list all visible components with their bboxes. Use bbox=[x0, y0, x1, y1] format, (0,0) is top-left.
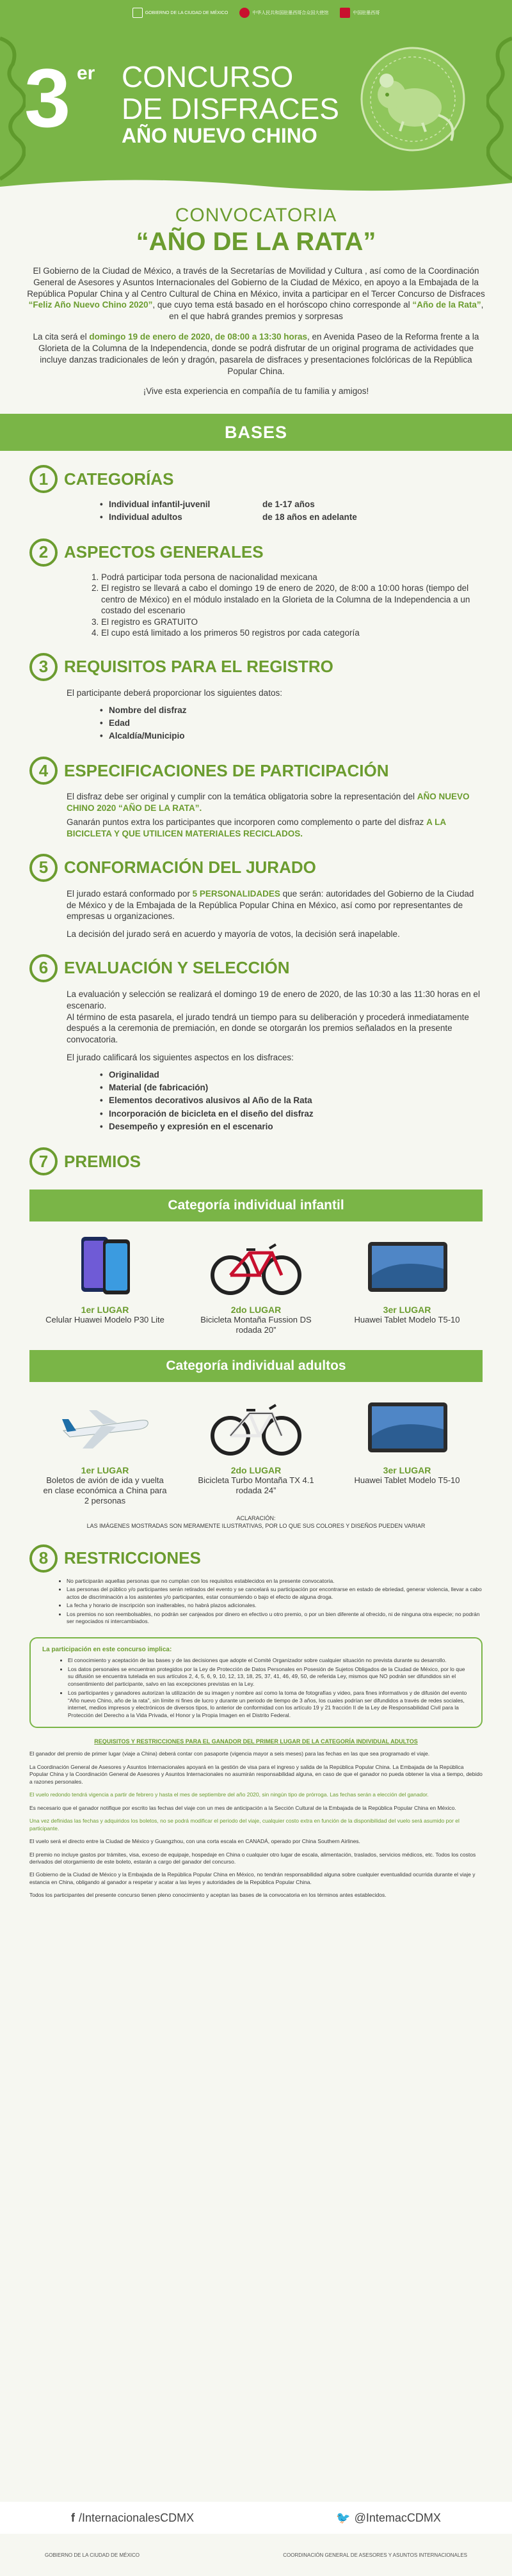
prizes-adultos bbox=[29, 1391, 483, 1507]
paragraph: El Gobierno de la Ciudad de México y la Embajada de la República Popular China en México, no tendrán responsabilidad alguna sobre cualquier eventualidad ocurrida durante el viaje y estancia en China, obligando al ganador a respetar y acatar a las leyes y autoridades de la República Popular China. bbox=[29, 1871, 476, 1885]
footer bbox=[0, 2534, 512, 2576]
prize-card: 1er LUGAR Celular Huawei Modelo P30 Lite bbox=[41, 1230, 169, 1336]
twitter-icon: 🐦 bbox=[336, 2511, 351, 2524]
prize-card: 1er LUGAR Boletos de avión de ida y vuelta en clase económica a China para 2 personas bbox=[41, 1391, 169, 1507]
section-title: ESPECIFICACIONES DE PARTICIPACIÓN bbox=[64, 760, 389, 780]
eval-paragraph-2: Al término de esta pasarela, el jurado tendrá un tiempo para su deliberación y procederá inmediatamente después a la ceremonia de premiación, en donde se otorgarán los premios señalados en la presente convocatoria. bbox=[67, 1012, 469, 1045]
participation-list bbox=[42, 1657, 470, 1720]
section-header bbox=[29, 757, 483, 785]
section-title: RESTRICCIONES bbox=[64, 1548, 201, 1568]
list-item: 3. El registro es GRATUITO bbox=[101, 617, 483, 628]
section-number: 3 bbox=[29, 653, 58, 681]
banner-wave bbox=[0, 174, 512, 192]
section-title: ASPECTOS GENERALES bbox=[64, 542, 264, 562]
header-banner bbox=[0, 0, 512, 192]
section-header bbox=[29, 538, 483, 567]
cloud-ornament-left bbox=[0, 26, 26, 192]
list-item: 2. El registro se llevará a cabo el domingo 19 de enero de 2020, de 8:00 a 10:00 horas (tiempo del centro de México) en el módulo instalado en la Glorieta de la Columna de la Independencia a un costado del escenario bbox=[101, 583, 483, 617]
convocatoria-title: “AÑO DE LA RATA” bbox=[136, 228, 376, 256]
list-item: • Originalidad bbox=[109, 1069, 483, 1081]
eval-paragraph-1: La evaluación y selección se realizará el domingo 19 de enero de 2020, de las 10:30 a las 11:30 horas en el escenario. bbox=[67, 989, 480, 1010]
logo-bar bbox=[0, 0, 512, 26]
section-number: 4 bbox=[29, 757, 58, 785]
cultural-center-logo: 中国驻墨西哥 bbox=[340, 8, 380, 18]
section-title: REQUISITOS PARA EL REGISTRO bbox=[64, 657, 333, 677]
prize-card: 3er LUGAR Huawei Tablet Modelo T5-10 bbox=[343, 1391, 471, 1507]
list-item: • Individual adultos de 18 años en adelante bbox=[109, 511, 483, 524]
section-header bbox=[29, 465, 483, 493]
list-item: • La fecha y horario de inscripción son inalterables, no habrá plazos adicionales. bbox=[67, 1602, 483, 1609]
list-item: • Los datos personales se encuentran protegidos por la Ley de Protección de Datos Personales en Posesión de Sujetos Obligados de la Ciudad de México, por lo que su difusión se encuentra tutelada en sus artículos 2, 4, 5, 6, 9, 10, 12, 13, 18, 25, 37, 41, 46, 49, 50, de referida Ley, mismos que NO podrán ser difundidos sin el consentimiento del participante, salvo en las excepciones previstas en la Ley. bbox=[68, 1666, 470, 1688]
facebook-icon: f bbox=[71, 2511, 76, 2524]
cdmx-logo: GOBIERNO DE LA CIUDAD DE MÉXICO bbox=[132, 8, 228, 18]
rat-illustration bbox=[358, 45, 467, 153]
phone-image bbox=[41, 1230, 169, 1301]
section-header bbox=[29, 653, 483, 681]
section-header bbox=[29, 1544, 483, 1573]
footer-cdmx-logo: GOBIERNO DE LA CIUDAD DE MÉXICO bbox=[45, 2552, 140, 2558]
section-header bbox=[29, 1147, 483, 1175]
paragraph: El vuelo redondo tendrá vigencia a partir de febrero y hasta el mes de septiembre del año 2020, sin ningún tipo de prórroga. Las fechas serán a elección del ganador. bbox=[29, 1791, 429, 1798]
prize-card: 2do LUGAR Bicicleta Montaña Fussion DS rodada 20” bbox=[192, 1230, 320, 1336]
convocatoria-label: CONVOCATORIA bbox=[175, 205, 337, 226]
paragraph: El vuelo será el directo entre la Ciudad de México y Guangzhou, con una corta escala en CANADÁ, operado por China Southern Airlines. bbox=[29, 1838, 360, 1845]
section-number: 5 bbox=[29, 854, 58, 882]
cdmx-logo-icon bbox=[132, 8, 143, 18]
cultural-center-icon bbox=[340, 8, 350, 18]
banner-title: CONCURSO DE DISFRACES AÑO NUEVO CHINO bbox=[122, 60, 339, 148]
embassy-logo: 中华人民共和国驻墨西哥合众国大使馆 bbox=[239, 8, 328, 18]
paragraph: El premio no incluye gastos por trámites, visa, exceso de equipaje, hospedaje en China o cualquier otro lugar de escala, alimentación, traslados, servicios médicos, etc. Todos los costos derivados del otorgamiento de este boleto, estarán a cargo del ganador del concurso. bbox=[29, 1851, 476, 1865]
section-header bbox=[29, 954, 483, 982]
list-item: • Los premios no son reembolsables, no podrán ser canjeados por dinero en efectivo u otro premio, o por un bien diferente al ofrecido, ni de ninguna otra especie; no podrán ser negociados ni intercambiados. bbox=[67, 1611, 483, 1626]
jury-paragraph-2: La decisión del jurado será en acuerdo y mayoría de votos, la decisión será inapelable. bbox=[67, 929, 400, 939]
bases-header: BASES bbox=[0, 414, 512, 451]
list-item: 4. El cupo está limitado a los primeros 50 registros por cada categoría bbox=[101, 627, 483, 639]
participation-box bbox=[29, 1637, 483, 1729]
section-number: 7 bbox=[29, 1147, 58, 1175]
invite-paragraph: ¡Vive esta experiencia en compañía de tu familia y amigos! bbox=[143, 386, 369, 397]
list-item: • No participarán aquellas personas que no cumplan con los requisitos establecidos en la presente convocatoria. bbox=[67, 1578, 483, 1585]
section-title: CATEGORÍAS bbox=[64, 469, 174, 489]
bicycle-image bbox=[192, 1391, 320, 1461]
tablet-image bbox=[343, 1230, 471, 1301]
list-item: • Las personas del público y/o participantes serán retirados del evento y se cancelará su participación por encontrarse en estado de ebriedad, generar violencia, llevar a cabo actos de discriminación a los asistentes y/o participantes, estar consumiendo o bajo el efecto de alguna droga. bbox=[67, 1586, 483, 1601]
section-title: PREMIOS bbox=[64, 1151, 141, 1171]
list-item: 1. Podrá participar toda persona de nacionalidad mexicana bbox=[101, 572, 483, 583]
category-adultos-header: Categoría individual adultos bbox=[29, 1350, 483, 1382]
list-item: • Edad bbox=[109, 717, 483, 730]
criteria-list bbox=[29, 1069, 483, 1133]
category-list bbox=[29, 498, 483, 524]
list-item: • Material (de fabricación) bbox=[109, 1081, 483, 1094]
twitter-link[interactable]: 🐦 @IntemacCDMX bbox=[336, 2511, 441, 2524]
section-evaluacion bbox=[0, 954, 512, 1133]
paragraph: El ganador del premio de primer lugar (viaje a China) deberá contar con pasaporte (vigencia mayor a seis meses) para las fechas en las que sea programado el viaje. bbox=[29, 1750, 430, 1757]
list-item: • Individual infantil-juvenil de 1-17 años bbox=[109, 498, 483, 511]
date-paragraph: La cita será el domingo 19 de enero de 2020, de 08:00 a 13:30 horas, en Avenida Paseo de la Reforma frente a la Glorieta de la Columna de la Independencia, donde se podrá disfrutar de un original programa de actividades que incluye danzas tradicionales de león y dragón, pasarela de disfraces y presentaciones folclóricas de la República Popular China. bbox=[33, 332, 479, 376]
list-item: • Elementos decorativos alusivos al Año de la Rata bbox=[109, 1094, 483, 1107]
paragraph: Es necesario que el ganador notifique por escrito las fechas del viaje con un mes de anticipación a la Sección Cultural de la Embajada de la República Popular China en México. bbox=[29, 1804, 456, 1811]
restrictions-list bbox=[0, 1573, 512, 1626]
section-categorias bbox=[0, 465, 512, 524]
general-aspects-list bbox=[29, 572, 483, 639]
prizes-infantil bbox=[29, 1230, 483, 1336]
tablet-image bbox=[343, 1391, 471, 1461]
winner-requirements bbox=[0, 1738, 512, 1899]
paragraph: La Coordinación General de Asesores y Asuntos Internacionales apoyará en la gestión de visa para el ingreso y salida de la República Popular China. La Embajada de la República Popular China y la Coordinación General de Asesores y Asuntos Internacionales no asumirán responsabilidad alguna, en caso de que el ganador no pueda obtener la visa a tiempo, debido a razones personales. bbox=[29, 1763, 483, 1785]
box-title: La participación en este concurso implica: bbox=[42, 1645, 172, 1653]
list-item: • Nombre del disfraz bbox=[109, 704, 483, 717]
section-restricciones bbox=[0, 1544, 512, 1573]
facebook-link[interactable]: f /InternacionalesCDMX bbox=[71, 2511, 195, 2524]
section-aspectos-generales bbox=[0, 538, 512, 639]
spec-paragraph-1: El disfraz debe ser original y cumplir con la temática obligatoria sobre la representación del AÑO NUEVO CHINO 2020 “AÑO DE LA RATA”. bbox=[67, 792, 470, 813]
images-disclaimer: ACLARACIÓN: LAS IMÁGENES MOSTRADAS SON MERAMENTE ILUSTRATIVAS, POR LO QUE SUS COLORES Y DISEÑOS PUEDEN VARIAR bbox=[86, 1515, 426, 1530]
section-requisitos bbox=[0, 653, 512, 743]
section-number: 2 bbox=[29, 538, 58, 567]
social-bar bbox=[0, 2502, 512, 2534]
paragraph: Todos los participantes del presente concurso tienen pleno conocimiento y aceptan las bases de la convocatoria en los términos antes establecidos. bbox=[29, 1892, 387, 1899]
requirements-intro: El participante deberá proporcionar los siguientes datos: bbox=[67, 687, 282, 698]
embassy-emblem-icon bbox=[239, 8, 250, 18]
spec-paragraph-2: Ganarán puntos extra los participantes que incorporen como complemento o parte del disfraz A LA BICICLETA Y QUE UTILICEN MATERIALES RECICLADOS. bbox=[67, 817, 446, 838]
convocatoria-section bbox=[0, 192, 512, 397]
cloud-ornament-right bbox=[486, 26, 512, 192]
section-header bbox=[29, 854, 483, 882]
airplane-image bbox=[41, 1391, 169, 1461]
category-infantil-header: Categoría individual infantil bbox=[29, 1190, 483, 1221]
section-jurado bbox=[0, 854, 512, 940]
prize-card: 3er LUGAR Huawei Tablet Modelo T5-10 bbox=[343, 1230, 471, 1336]
section-premios bbox=[0, 1147, 512, 1175]
bicycle-image bbox=[192, 1230, 320, 1301]
list-item: • Alcaldía/Municipio bbox=[109, 730, 483, 742]
list-item: • Incorporación de bicicleta en el diseño del disfraz bbox=[109, 1108, 483, 1120]
section-number: 8 bbox=[29, 1544, 58, 1573]
section-title: EVALUACIÓN Y SELECCIÓN bbox=[64, 958, 290, 978]
edition-number: 3 er bbox=[24, 51, 95, 145]
eval-paragraph-3: El jurado calificará los siguientes aspectos en los disfraces: bbox=[67, 1053, 294, 1063]
list-item: • El conocimiento y aceptación de las bases y de las decisiones que adopte el Comité Organizador sobre cualquier situación no prevista durante su desarrollo. bbox=[68, 1657, 470, 1664]
list-item: • Desempeño y expresión en el escenario bbox=[109, 1120, 483, 1133]
winner-requirements-title: REQUISITOS Y RESTRICCIONES PARA EL GANADOR DEL PRIMER LUGAR DE LA CATEGORÍA INDIVIDUAL ADULTOS bbox=[94, 1738, 418, 1745]
section-number: 1 bbox=[29, 465, 58, 493]
section-number: 6 bbox=[29, 954, 58, 982]
intro-paragraph: El Gobierno de la Ciudad de México, a través de la Secretarías de Movilidad y Cultura , así como de la Coordinación General de Asesores y Asuntos Internacionales del Gobierno de la Ciudad de México, en apoyo a la Embajada de la República Popular China y al Centro Cultural de China en México, invita a participar en el Tercer Concurso de Disfraces “Feliz Año Nuevo Chino 2020”, que cuyo tema está basado en el horóscopo chino corresponde al “Año de la Rata”, en el que habrá grandes premios y sorpresas bbox=[27, 266, 485, 322]
section-title: CONFORMACIÓN DEL JURADO bbox=[64, 858, 316, 877]
section-especificaciones bbox=[0, 757, 512, 839]
requirements-list bbox=[29, 704, 483, 743]
footer-cgaai-logo: COORDINACIÓN GENERAL DE ASESORES Y ASUNTOS INTERNACIONALES bbox=[283, 2552, 467, 2558]
list-item: • Los participantes y ganadores autorizan la utilización de su imagen y nombre así como la toma de fotografías y video, para fines informativos y de difusión del evento “Año nuevo Chino, año de la rata”, sin límite ni fines de lucro y durante un periodo de tiempo de 3 años, los cuales podrían ser difundidos a través de redes sociales, internet, medios impresos y electrónicos de diversos tipos, lo anterior de conformidad con los artículo 19 y 21 fracción II de la Ley de Responsabilidad Civil para la Protección del Derecho a la Vida Privada, el Honor y la Propia Imagen en el Distrito Federal. bbox=[68, 1690, 470, 1719]
jury-paragraph-1: El jurado estará conformado por 5 PERSONALIDADES que serán: autoridades del Gobierno de la Ciudad de México y de la Embajada de la República Popular China en México, así como por representantes de empresas u organizaciones. bbox=[67, 888, 474, 922]
prize-card: 2do LUGAR Bicicleta Turbo Montaña TX 4.1 rodada 24” bbox=[192, 1391, 320, 1507]
paragraph: Una vez definidas las fechas y adquiridos los boletos, no se podrá modificar el periodo del viaje, cualquier costo extra en función de la disponibilidad del vuelo será asumido por el participante. bbox=[29, 1818, 460, 1832]
